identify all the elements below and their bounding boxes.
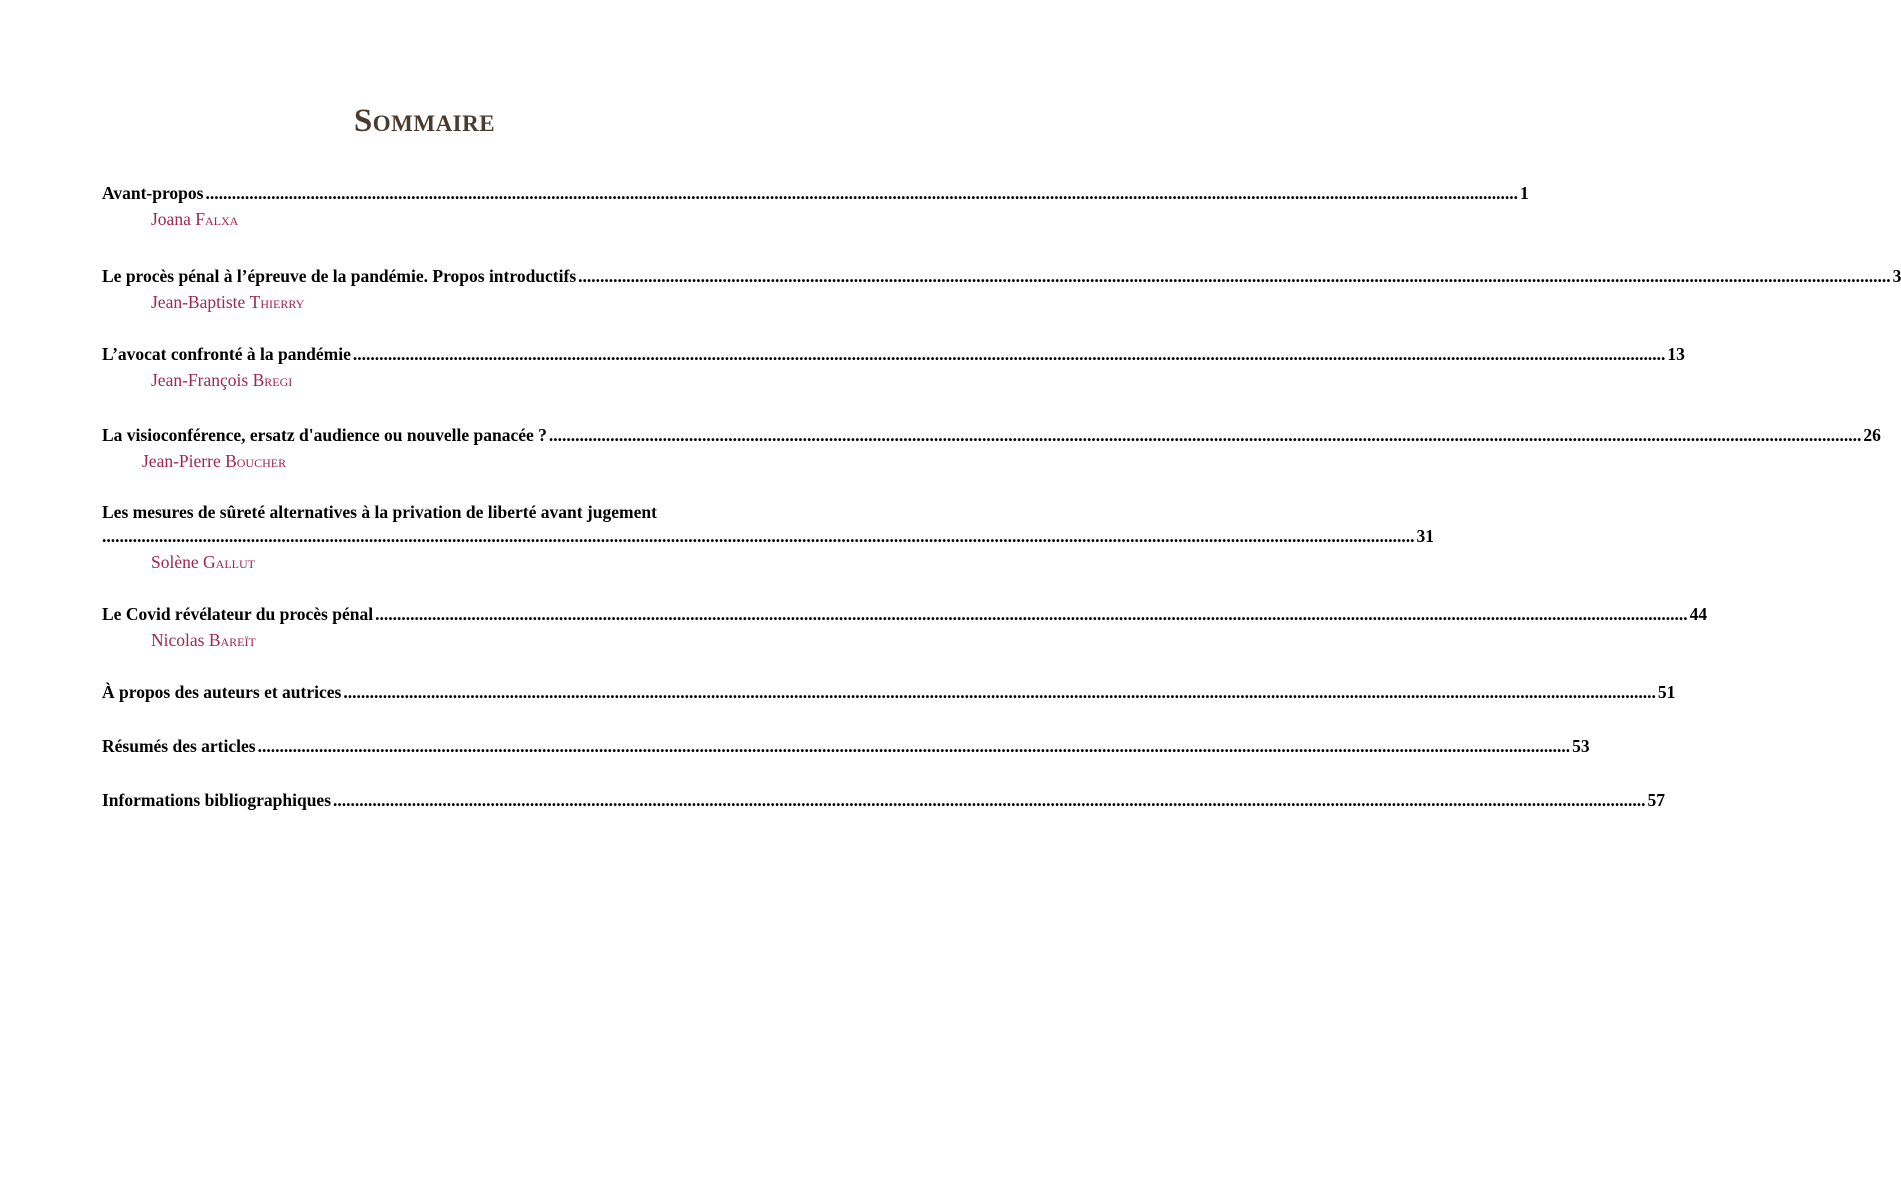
toc-entry-author bbox=[102, 628, 748, 652]
toc-entry bbox=[102, 344, 1685, 392]
page-title: Sommaire bbox=[353, 103, 496, 139]
toc-entry-title: À propos des auteurs et autrices bbox=[102, 682, 342, 702]
author-last-name: Bregi bbox=[252, 370, 293, 390]
toc-entry-page: 26 bbox=[1863, 425, 1881, 445]
toc-entry bbox=[102, 736, 1590, 760]
author-last-name: Gallut bbox=[203, 552, 255, 572]
toc-line bbox=[102, 682, 1676, 706]
toc-entry-author bbox=[102, 449, 748, 473]
toc-entry-page: 51 bbox=[1657, 682, 1676, 702]
toc-entry-page: 1 bbox=[1519, 183, 1529, 203]
toc-line bbox=[102, 344, 1685, 368]
author-first-name: Joana bbox=[151, 209, 191, 229]
toc-entry-author bbox=[102, 368, 748, 392]
dot-leader: ............................................................................................................................................................................................................................................................................................................ bbox=[205, 183, 1518, 203]
dot-leader: ............................................................................................................................................................................................................................................................................................................ bbox=[102, 526, 1415, 546]
toc-entry-author bbox=[102, 207, 748, 231]
toc-line bbox=[102, 183, 1529, 207]
toc-entry-page: 57 bbox=[1647, 790, 1666, 810]
toc-entry bbox=[102, 425, 1881, 473]
toc-entry-page: 13 bbox=[1667, 344, 1685, 364]
dot-leader: ............................................................................................................................................................................................................................................................................................................ bbox=[578, 266, 1891, 286]
dot-leader: ............................................................................................................................................................................................................................................................................................................ bbox=[333, 790, 1646, 810]
toc-entry bbox=[102, 682, 1676, 706]
toc-entry-title: L’avocat confronté à la pandémie bbox=[102, 344, 351, 364]
toc-line bbox=[102, 604, 1708, 628]
toc-line bbox=[102, 736, 1590, 760]
toc-entry-title: Les mesures de sûreté alternatives à la privation de liberté avant jugement bbox=[102, 502, 657, 522]
toc-entry bbox=[102, 266, 1901, 314]
author-last-name: Falxa bbox=[195, 209, 239, 229]
toc-entry-title: Le Covid révélateur du procès pénal bbox=[102, 604, 374, 624]
toc-entry-page: 44 bbox=[1689, 604, 1708, 624]
toc-entry-title: Le procès pénal à l’épreuve de la pandémie. Propos introductifs bbox=[102, 266, 577, 286]
toc-line bbox=[102, 502, 748, 526]
author-last-name: Bareït bbox=[208, 630, 256, 650]
toc-line bbox=[102, 425, 1881, 449]
dot-leader: ............................................................................................................................................................................................................................................................................................................ bbox=[343, 682, 1656, 702]
author-last-name: Boucher bbox=[225, 451, 287, 471]
toc-line-continuation bbox=[102, 526, 1434, 550]
toc-entry-page: 3 bbox=[1892, 266, 1901, 286]
author-first-name: Solène bbox=[151, 552, 199, 572]
toc-entry bbox=[102, 604, 1708, 652]
toc-entry bbox=[102, 790, 1666, 814]
toc-entry-title: Résumés des articles bbox=[102, 736, 256, 756]
toc-entry bbox=[102, 502, 1434, 574]
toc-entry-title: Avant-propos bbox=[102, 183, 204, 203]
toc-entry-author bbox=[102, 290, 748, 314]
author-first-name: Jean-Baptiste bbox=[151, 292, 246, 312]
toc-entry-title: La visioconférence, ersatz d'audience ou nouvelle panacée ? bbox=[102, 425, 547, 445]
toc-line bbox=[102, 266, 1901, 290]
toc-entry-title: Informations bibliographiques bbox=[102, 790, 332, 810]
author-last-name: Thierry bbox=[249, 292, 305, 312]
author-first-name: Nicolas bbox=[151, 630, 205, 650]
dot-leader: ............................................................................................................................................................................................................................................................................................................ bbox=[548, 425, 1862, 445]
dot-leader: ............................................................................................................................................................................................................................................................................................................ bbox=[257, 736, 1571, 756]
dot-leader: ............................................................................................................................................................................................................................................................................................................ bbox=[352, 344, 1666, 364]
toc-entry bbox=[102, 183, 1529, 231]
toc-entry-author bbox=[102, 550, 748, 574]
toc-line bbox=[102, 790, 1666, 814]
dot-leader: ............................................................................................................................................................................................................................................................................................................ bbox=[375, 604, 1688, 624]
author-first-name: Jean-François bbox=[151, 370, 249, 390]
toc-entry-page: 31 bbox=[1416, 526, 1434, 546]
toc-entry-page: 53 bbox=[1572, 736, 1590, 756]
author-first-name: Jean-Pierre bbox=[142, 451, 221, 471]
